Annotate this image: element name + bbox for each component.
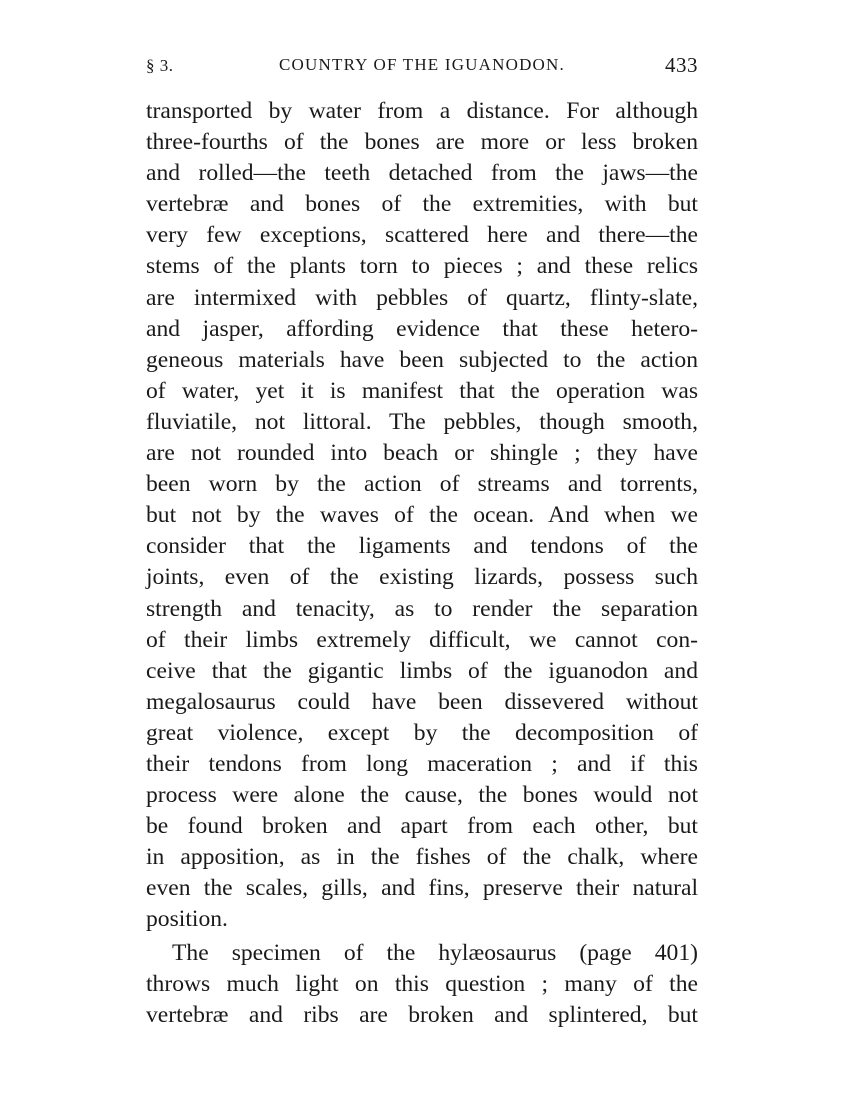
text-line: and jasper, affording evidence that these hetero- <box>146 315 698 342</box>
text-line: consider that the ligaments and tendons of the <box>146 533 698 560</box>
text-line: three-fourths of the bones are more or less broken <box>146 129 698 156</box>
section-mark: § 3. <box>146 56 174 75</box>
text-line: are not rounded into beach or shingle ; they have <box>146 440 698 467</box>
text-line: very few exceptions, scattered here and there—the <box>146 222 698 249</box>
text-line: and rolled—the teeth detached from the jaws—the <box>146 160 698 187</box>
paragraph-1 <box>146 96 698 936</box>
text-line: of water, yet it is manifest that the operation was <box>146 377 698 404</box>
text-line: position. <box>146 906 228 933</box>
body-text <box>146 96 698 1031</box>
text-line: are intermixed with pebbles of quartz, flinty-slate, <box>146 284 698 311</box>
text-line: been worn by the action of streams and torrents, <box>146 471 698 498</box>
text-line: The specimen of the hylæosaurus (page 401) <box>172 939 698 966</box>
running-head <box>146 50 698 80</box>
running-title: COUNTRY OF THE IGUANODON. <box>279 55 565 74</box>
text-line: in apposition, as in the fishes of the chalk, where <box>146 844 698 871</box>
page-number: 433 <box>665 53 698 77</box>
text-line: ceive that the gigantic limbs of the iguanodon and <box>146 657 698 684</box>
text-line: throws much light on this question ; many of the <box>146 970 698 997</box>
text-line: process were alone the cause, the bones would not <box>146 782 698 809</box>
text-line: even the scales, gills, and fins, preserve their natural <box>146 875 698 902</box>
text-line: transported by water from a distance. For although <box>146 98 698 124</box>
text-line: vertebræ and ribs are broken and splintered, but <box>146 1001 698 1028</box>
text-line: megalosaurus could have been dissevered without <box>146 688 698 715</box>
text-line: stems of the plants torn to pieces ; and these relics <box>146 253 698 280</box>
paragraph-2 <box>146 938 698 1031</box>
text-line: vertebræ and bones of the extremities, with but <box>146 191 698 218</box>
text-line: great violence, except by the decomposition of <box>146 719 698 746</box>
text-line: but not by the waves of the ocean. And when we <box>146 502 698 529</box>
text-line: joints, even of the existing lizards, possess such <box>146 564 698 591</box>
text-line: be found broken and apart from each other, but <box>146 813 698 840</box>
text-line: their tendons from long maceration ; and if this <box>146 750 698 777</box>
text-line: geneous materials have been subjected to the action <box>146 346 698 373</box>
text-line: of their limbs extremely difficult, we cannot con- <box>146 626 698 653</box>
text-line: strength and tenacity, as to render the separation <box>146 595 698 622</box>
text-line: fluviatile, not littoral. The pebbles, though smooth, <box>146 408 698 435</box>
